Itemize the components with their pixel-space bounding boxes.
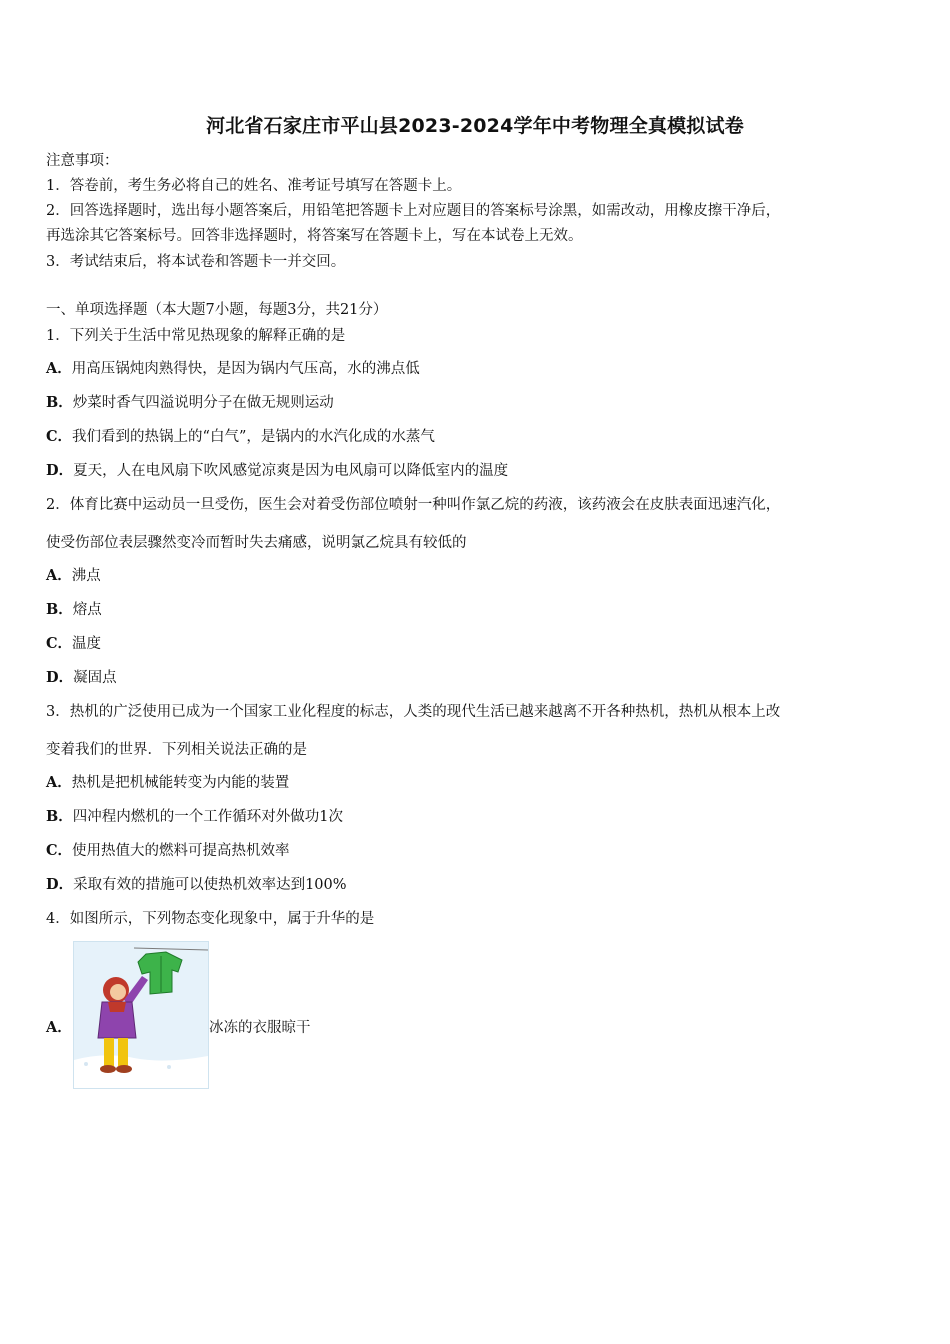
option-text: 使用热值大的燃料可提高热机效率 [72,843,290,859]
question-3-stem: 3．热机的广泛使用已成为一个国家工业化程度的标志，人类的现代生活已越来越离不开各种热机，热机从根本上改 [46,704,781,720]
question-4-stem: 4．如图所示，下列物态变化现象中，属于升华的是 [46,911,375,927]
option-label: A． [46,567,72,584]
option-text: 熔点 [72,602,102,618]
question-2-option-a [46,566,101,586]
option-label: D． [46,669,74,686]
question-1-option-c [46,427,435,447]
option-label: A． [46,1019,72,1036]
option-label: B． [46,394,73,411]
notice-item: 3．考试结束后，将本试卷和答题卡一并交回。 [46,254,346,270]
question-3-option-d [46,875,347,895]
option-text: 采取有效的措施可以使热机效率达到100% [73,877,347,893]
question-4-option-a-text: 冰冻的衣服晾干 [209,1020,311,1036]
question-1-option-d [46,461,508,481]
question-3-option-b [46,807,343,827]
option-text: 温度 [72,636,102,652]
question-3-stem-cont: 变着我们的世界．下列相关说法正确的是 [46,742,307,758]
option-label: C． [46,428,73,445]
question-1-stem: 1．下列关于生活中常见热现象的解释正确的是 [46,328,346,344]
option-text: 热机是把机械能转变为内能的装置 [71,775,290,791]
option-label: B． [46,808,73,825]
question-2-option-d [46,668,117,688]
child-drying-clothes-image [74,942,208,1088]
option-label: A． [46,774,72,791]
question-4-option-a-label [46,1018,72,1038]
option-label: C． [46,635,73,652]
option-label: B． [46,601,73,618]
option-label: C． [46,842,73,859]
question-2-option-c [46,634,101,654]
option-text: 沸点 [71,568,101,584]
option-label: D． [46,462,74,479]
frozen-clothes-illustration [73,941,209,1089]
option-text: 夏天，人在电风扇下吹风感觉凉爽是因为电风扇可以降低室内的温度 [73,463,509,479]
exam-title: 河北省石家庄市平山县2023-2024学年中考物理全真模拟试卷 [206,115,744,137]
option-label: A． [46,360,72,377]
notice-heading: 注意事项： [46,153,119,169]
question-1-option-b [46,393,334,413]
notice-item: 1．答卷前，考生务必将自己的姓名、准考证号填写在答题卡上。 [46,178,462,194]
notice-item: 2．回答选择题时，选出每小题答案后，用铅笔把答题卡上对应题目的答案标号涂黑，如需改动，用橡皮擦干净后， [46,203,781,219]
option-text: 凝固点 [73,670,117,686]
question-1-option-a [46,359,420,379]
question-3-option-c [46,841,290,861]
section-heading: 一、单项选择题（本大题7小题，每题3分，共21分） [46,302,388,318]
option-text: 炒菜时香气四溢说明分子在做无规则运动 [72,395,334,411]
question-2-stem: 2．体育比赛中运动员一旦受伤，医生会对着受伤部位喷射一种叫作氯乙烷的药液，该药液会在皮肤表面迅速汽化， [46,497,781,513]
option-label: D． [46,876,74,893]
notice-item: 再选涂其它答案标号。回答非选择题时，将答案写在答题卡上，写在本试卷上无效。 [46,228,583,244]
option-text: 四冲程内燃机的一个工作循环对外做功1次 [72,809,343,825]
question-2-option-b [46,600,102,620]
question-2-stem-cont: 使受伤部位表层骤然变冷而暂时失去痛感，说明氯乙烷具有较低的 [46,535,467,551]
option-text: 用高压锅炖肉熟得快，是因为锅内气压高，水的沸点低 [71,361,420,377]
option-text: 我们看到的热锅上的“白气”，是锅内的水汽化成的水蒸气 [72,429,435,445]
question-3-option-a [46,773,289,793]
